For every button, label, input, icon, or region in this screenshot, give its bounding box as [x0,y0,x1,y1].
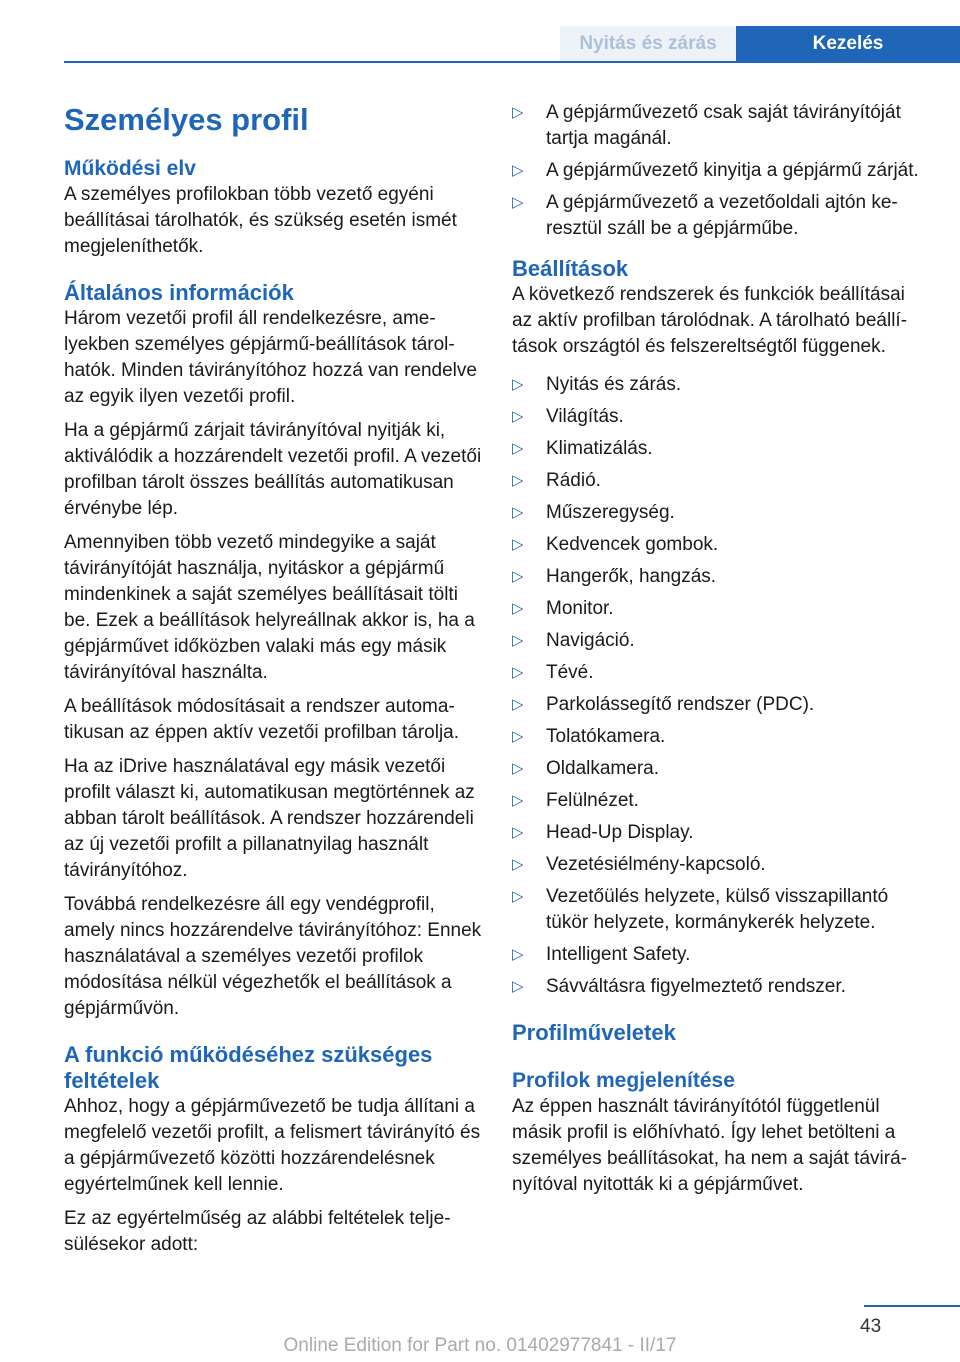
list-item: ▷ Intelligent Safety. [512,942,928,968]
list-item: ▷ Vezetésiélmény-kapcsoló. [512,852,928,878]
list-item: ▷ Kedvencek gombok. [512,532,928,558]
paragraph-profilok-megjelenitese: Az éppen használt távirányítótól függetlenül másik profil is előhívható. Így lehet betölteni a személyes beállításokat, ha nem a saját távirányítóval nyitották ki a gépjárművet. [512,1096,907,1195]
header-section-tab: Nyitás és zárás [560,26,736,62]
triangle-bullet-icon: ▷ [512,376,524,393]
triangle-bullet-icon: ▷ [512,696,524,713]
heading-funkcio-feltetelek: A funkció működéséhez szükséges feltételek [64,1042,433,1093]
triangle-bullet-icon: ▷ [512,978,524,995]
header-chapter-tab: Kezelés [736,26,960,62]
triangle-bullet-icon: ▷ [512,632,524,649]
list-item: ▷ Monitor. [512,596,928,622]
list-item: ▷ Műszeregység. [512,500,928,526]
triangle-bullet-icon: ▷ [512,856,524,873]
list-item: ▷ Oldalkamera. [512,756,928,782]
triangle-bullet-icon: ▷ [512,888,524,905]
list-item: ▷ Hangerők, hangzás. [512,564,928,590]
list-item: ▷ Sávváltásra figyelmeztető rendszer. [512,974,928,1000]
list-item: ▷ Parkolássegítő rendszer (PDC). [512,692,928,718]
paragraph-altalanos-6: Továbbá rendelkezésre áll egy vendégprofil, amely nincs hozzárendelve távirányítóhoz: Ennek használatával a személyes vezetői profilok módosítása nélkül végezhetők el beállítások a gépjárművön. [64,894,482,1019]
paragraph-beallitasok: A következő rendszerek és funkciók beállításai az aktív profilban tárolódnak. A tárolható beállítások országtól és felszereltségtől függenek. [512,284,908,357]
right-column [512,100,928,1206]
triangle-bullet-icon: ▷ [512,536,524,553]
triangle-bullet-icon: ▷ [512,408,524,425]
triangle-bullet-icon: ▷ [512,472,524,489]
triangle-bullet-icon: ▷ [512,104,524,121]
list-item: ▷ Head-Up Display. [512,820,928,846]
page-title: Személyes profil [64,102,309,137]
list-item: ▷ A gépjárművezető csak saját távirányítóját tartja magánál. [512,102,901,149]
paragraph-funkcio-2: Ez az egyértelműség az alábbi feltételek teljesülésekor adott: [64,1208,451,1255]
paragraph-altalanos-4: A beállítások módosításait a rendszer automatikusan az éppen aktív vezetői profilban tárolja. [64,696,460,743]
footer-edition: Online Edition for Part no. 01402977841 - II/17 [283,1335,677,1356]
list-item: ▷ Tévé. [512,660,928,686]
list-item: ▷ Klimatizálás. [512,436,928,462]
paragraph-mukodesi-elv: A személyes profilokban több vezető egyéni beállításai tárolhatók, és szükség esetén ismét megjeleníthetők. [64,184,457,257]
list-item: ▷ Vezetőülés helyzete, külső visszapillantó tükör helyzete, kormánykerék helyzete. [512,886,889,933]
heading-mukodesi-elv: Működési elv [64,157,196,180]
triangle-bullet-icon: ▷ [512,600,524,617]
settings-list [512,372,928,1000]
list-item: ▷ Rádió. [512,468,928,494]
heading-profilok-megjelenitese: Profilok megjelenítése [512,1069,735,1092]
header-rule [64,61,960,63]
triangle-bullet-icon: ▷ [512,728,524,745]
triangle-bullet-icon: ▷ [512,792,524,809]
left-column [64,98,482,1266]
list-item: ▷ Navigáció. [512,628,928,654]
triangle-bullet-icon: ▷ [512,194,524,211]
triangle-bullet-icon: ▷ [512,440,524,457]
list-item: ▷ A gépjárművezető a vezetőoldali ajtón keresztül száll be a gépjárműbe. [512,192,898,239]
page-number: 43 [860,1316,882,1337]
list-item: ▷ Világítás. [512,404,928,430]
heading-profilmuveletek: Profilműveletek [512,1020,676,1045]
paragraph-altalanos-2: Ha a gépjármű zárjait távirányítóval nyitják ki, aktiválódik a hozzárendelt vezetői profil. A vezetői profilban tárolt összes beállítás automatikusan érvénybe lép. [64,420,482,519]
triangle-bullet-icon: ▷ [512,162,524,179]
paragraph-funkcio-1: Ahhoz, hogy a gépjárművezető be tudja állítani a megfelelő vezetői profilt, a felismert távirányító és a gépjárművezető közötti hozzárendelésnek egyértelműnek kell lennie. [64,1096,481,1195]
heading-altalanos: Általános információk [64,280,294,305]
paragraph-altalanos-5: Ha az iDrive használatával egy másik vezetői profilt választ ki, automatikusan megtörténnek az abban tárolt beállítások. A rendszer hozzárendeli az új vezetői profilt a pillanatnyilag használt távirányítóhoz. [64,756,475,881]
triangle-bullet-icon: ▷ [512,760,524,777]
list-item: ▷ Tolatókamera. [512,724,928,750]
triangle-bullet-icon: ▷ [512,946,524,963]
triangle-bullet-icon: ▷ [512,568,524,585]
triangle-bullet-icon: ▷ [512,664,524,681]
heading-beallitasok: Beállítások [512,256,629,281]
list-item: ▷ Felülnézet. [512,788,928,814]
list-item: ▷ Nyitás és zárás. [512,372,928,398]
list-item: ▷ A gépjárművezető kinyitja a gépjármű zárját. [512,158,928,184]
triangle-bullet-icon: ▷ [512,824,524,841]
paragraph-altalanos-3: Amennyiben több vezető mindegyike a saját távirányítóját használja, nyitáskor a gépjármű mindenkinek a saját személyes beállításait tölti be. Ezek a beállítások helyreállnak akkor is, ha a gépjárművet időközben valaki más egy másik távirányítóval használta. [64,532,475,683]
paragraph-altalanos-1: Három vezetői profil áll rendelkezésre, amelyekben személyes gépjármű-beállítások tárolhatók. Minden távirányítóhoz hozzá van rendelve az egyik ilyen vezetői profil. [64,308,477,407]
conditions-list [512,100,928,242]
page-number-rule [864,1305,960,1307]
triangle-bullet-icon: ▷ [512,504,524,521]
